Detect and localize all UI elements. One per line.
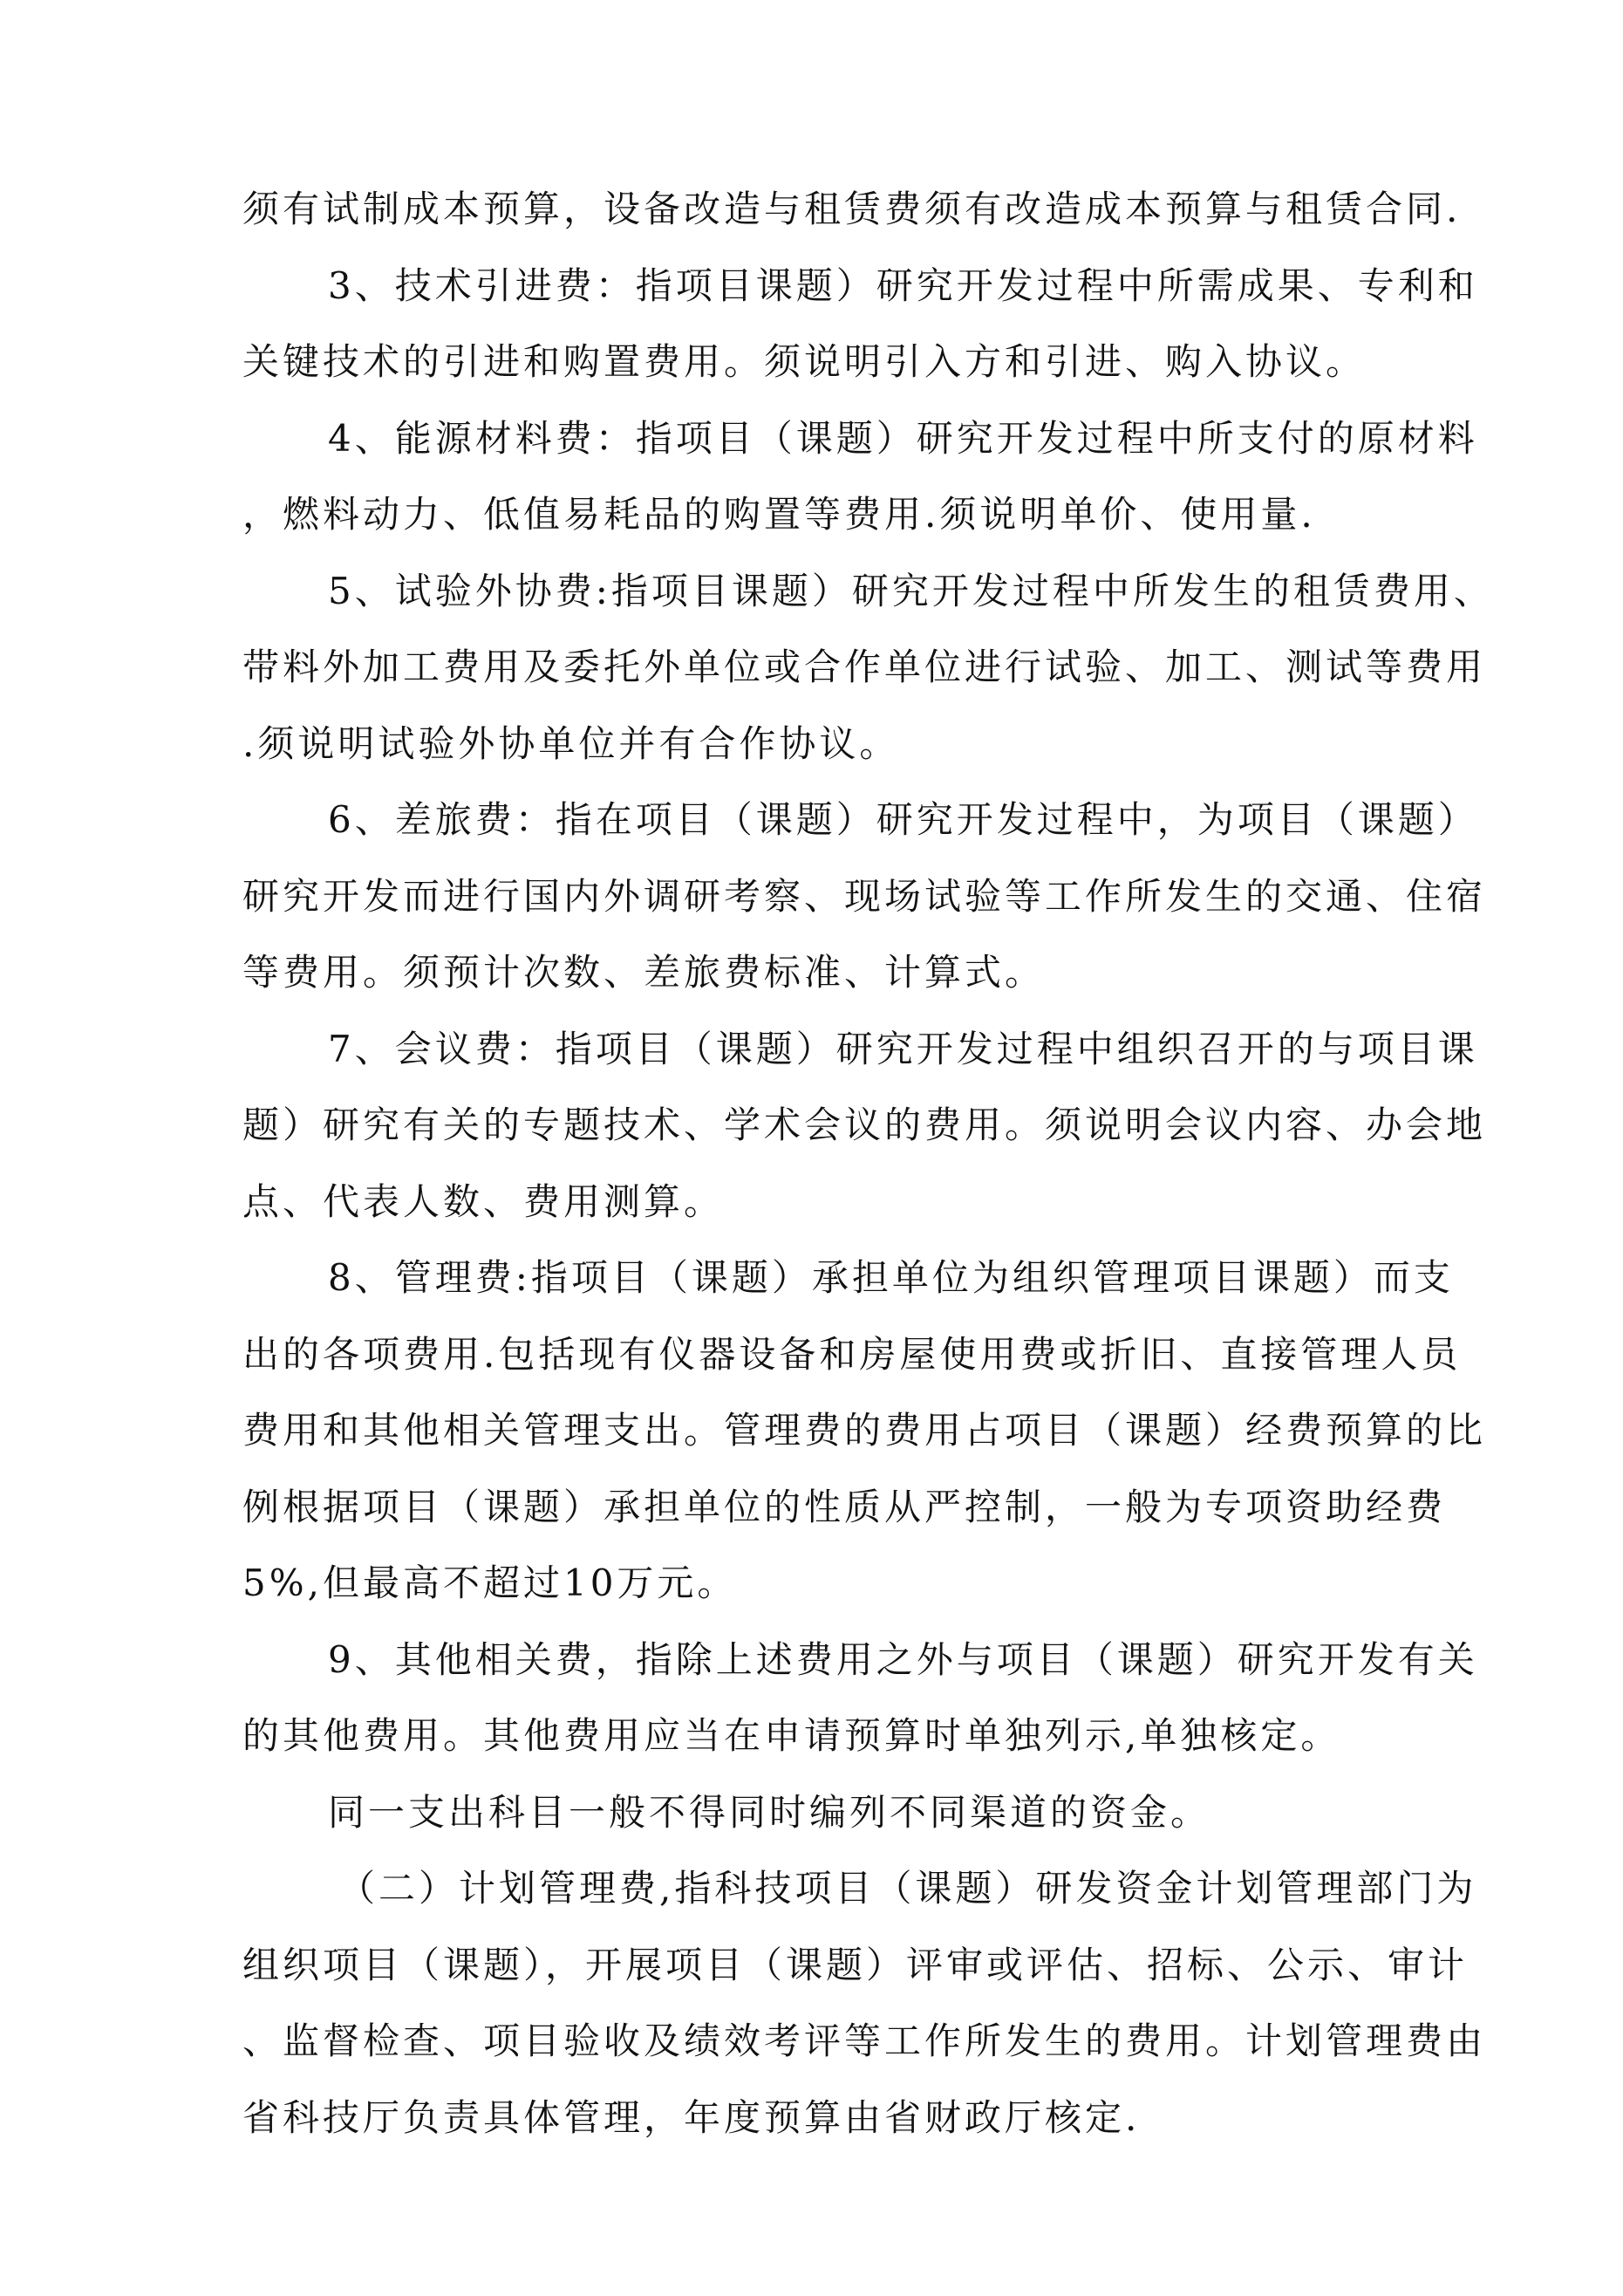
- text-line: 点、代表人数、费用测算。: [242, 1179, 725, 1223]
- text-line: 等费用。须预计次数、差旅费标准、计算式。: [242, 951, 1046, 994]
- text-line: 省科技厅负责具体管理，年度预算由省财政厅核定.: [242, 2095, 1141, 2139]
- text-line: 的其他费用。其他费用应当在申请预算时单独列示,单独核定。: [242, 1714, 1341, 1757]
- text-line: 出的各项费用.包括现有仪器设备和房屋使用费或折旧、直接管理人员: [242, 1332, 1462, 1376]
- text-line: 8、管理费:指项目（课题）承担单位为组织管理项目课题）而支: [328, 1256, 1454, 1299]
- text-line: .须说明试验外协单位并有合作协议。: [242, 721, 900, 765]
- text-line: （二）计划管理费,指科技项目（课题）研发资金计划管理部门为: [338, 1867, 1477, 1910]
- text-line: 4、能源材料费：指项目（课题）研究开发过程中所支付的原材料: [328, 416, 1478, 460]
- text-line: 费用和其他相关管理支出。管理费的费用占项目（课题）经费预算的比: [242, 1409, 1487, 1452]
- text-line: 5、试验外协费:指项目课题）研究开发过程中所发生的租赁费用、: [328, 569, 1494, 612]
- text-line: 研究开发而进行国内外调研考察、现场试验等工作所发生的交通、住宿: [242, 874, 1487, 918]
- text-line: 6、差旅费：指在项目（课题）研究开发过程中，为项目（课题）: [328, 798, 1478, 841]
- document-body: [242, 171, 1494, 2156]
- text-line: 关键技术的引进和购置费用。须说明引入方和引进、购入协议。: [242, 340, 1367, 383]
- text-line: 题）研究有关的专题技术、学术会议的费用。须说明会议内容、办会地: [242, 1104, 1487, 1146]
- text-line: 9、其他相关费，指除上述费用之外与项目（课题）研究开发有关: [328, 1637, 1478, 1681]
- text-line: 带料外加工费用及委托外单位或合作单位进行试验、加工、测试等费用: [242, 646, 1487, 688]
- text-line: ，燃料动力、低值易耗品的购置等费用.须说明单价、使用量.: [242, 493, 1316, 536]
- text-line: 7、会议费：指项目（课题）研究开发过程中组织召开的与项目课: [328, 1027, 1478, 1070]
- text-line: 组织项目（课题），开展项目（课题）评审或评估、招标、公示、审计: [242, 1943, 1469, 1986]
- text-line: 例根据项目（课题）承担单位的性质从严控制，一般为专项资助经费: [242, 1485, 1447, 1528]
- text-line: 3、技术引进费：指项目课题）研究开发过程中所需成果、专利和: [328, 263, 1478, 307]
- text-line: 、监督检查、项目验收及绩效考评等工作所发生的费用。计划管理费由: [242, 2019, 1487, 2062]
- text-line: 同一支出科目一般不得同时编列不同渠道的资金。: [328, 1790, 1211, 1834]
- text-line: 5%,但最高不超过10万元。: [242, 1561, 738, 1604]
- text-line: 须有试制成本预算，设备改造与租赁费须有改造成本预算与租赁合同.: [242, 188, 1462, 230]
